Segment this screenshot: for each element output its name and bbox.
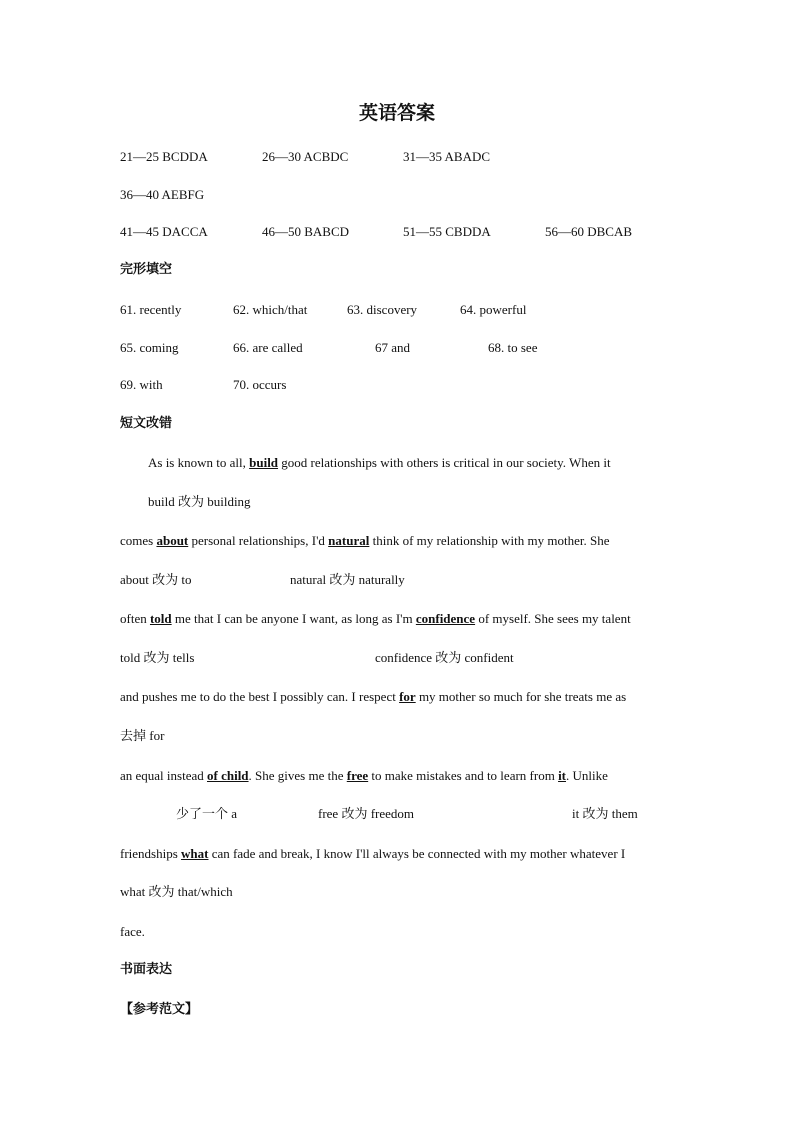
correction-note: it 改为 them: [572, 806, 638, 821]
passage-text: an equal instead: [120, 768, 207, 783]
cloze-item: 68. to see: [488, 340, 538, 355]
error-word: it: [558, 768, 567, 783]
passage-text: me that I can be anyone I want, as long as I'm: [171, 611, 416, 626]
cloze-item: 64. powerful: [460, 302, 527, 317]
passage-line: [148, 455, 611, 471]
passage-text: personal relationships, I'd: [188, 533, 329, 548]
cloze-item: 63. discovery: [347, 302, 418, 317]
passage-line: [120, 533, 609, 549]
passage-text: can fade and break, I know I'll always be connected with my mother whatever I: [208, 846, 626, 861]
error-word: free: [346, 768, 369, 783]
error-word: of child: [207, 768, 249, 783]
passage-text: good relationships with others is critical in our society. When it: [278, 455, 611, 470]
cloze-item: 61. recently: [120, 302, 182, 317]
correction-note: natural 改为 naturally: [290, 572, 405, 587]
cloze-item: 70. occurs: [233, 377, 287, 392]
passage-line: [120, 846, 625, 862]
cloze-heading: 完形填空: [120, 262, 173, 277]
correction-note: told 改为 tells: [120, 650, 195, 665]
correction-note: confidence 改为 confident: [375, 650, 514, 665]
passage-text: to make mistakes and to learn from: [368, 768, 559, 783]
answer-26-30: 26—30 ACBDC: [262, 149, 349, 164]
error-word: about: [156, 533, 189, 548]
page-title: 英语答案: [358, 102, 435, 124]
error-word: natural: [328, 533, 370, 548]
passage-line: [120, 768, 608, 784]
passage-text: comes: [120, 533, 157, 548]
correction-note: what 改为 that/which: [120, 884, 233, 899]
cloze-item: 62. which/that: [233, 302, 308, 317]
error-word: build: [249, 455, 279, 470]
error-word: what: [181, 846, 209, 861]
answer-36-40: 36—40 AEBFG: [120, 187, 205, 202]
cloze-item: 69. with: [120, 377, 163, 392]
passage-text: . Unlike: [566, 768, 608, 783]
passage-text: friendships: [120, 846, 182, 861]
passage-line: face.: [120, 924, 145, 939]
passage-text: often: [120, 611, 150, 626]
correction-note: about 改为 to: [120, 572, 192, 587]
answer-31-35: 31—35 ABADC: [403, 149, 491, 164]
answer-51-55: 51—55 CBDDA: [403, 224, 491, 239]
passage-text: As is known to all,: [148, 455, 250, 470]
correction-note: build 改为 building: [148, 494, 251, 509]
cloze-item: 67 and: [375, 340, 411, 355]
answer-56-60: 56—60 DBCAB: [545, 224, 633, 239]
correction-note: free 改为 freedom: [318, 806, 415, 821]
correction-heading: 短文改错: [120, 416, 173, 431]
error-word: told: [149, 611, 172, 626]
answer-41-45: 41—45 DACCA: [120, 224, 208, 239]
answer-21-25: 21—25 BCDDA: [120, 149, 208, 164]
passage-text: my mother so much for she treats me as: [415, 689, 627, 704]
passage-text: . She gives me the: [248, 768, 347, 783]
correction-note: 去掉 for: [120, 728, 165, 743]
correction-note: 少了一个 a: [176, 806, 238, 821]
passage-text: think of my relationship with my mother. She: [369, 533, 610, 548]
passage-line: [120, 611, 631, 627]
error-word: for: [399, 689, 416, 704]
error-word: confidence: [415, 611, 476, 626]
cloze-item: 65. coming: [120, 340, 179, 355]
sample-essay-label: 【参考范文】: [120, 1002, 199, 1017]
passage-text: and pushes me to do the best I possibly can. I respect: [120, 689, 400, 704]
cloze-item: 66. are called: [233, 340, 303, 355]
passage-text: of myself. She sees my talent: [475, 611, 631, 626]
passage-line: [120, 689, 626, 705]
writing-heading: 书面表达: [120, 962, 173, 977]
answer-46-50: 46—50 BABCD: [262, 224, 350, 239]
